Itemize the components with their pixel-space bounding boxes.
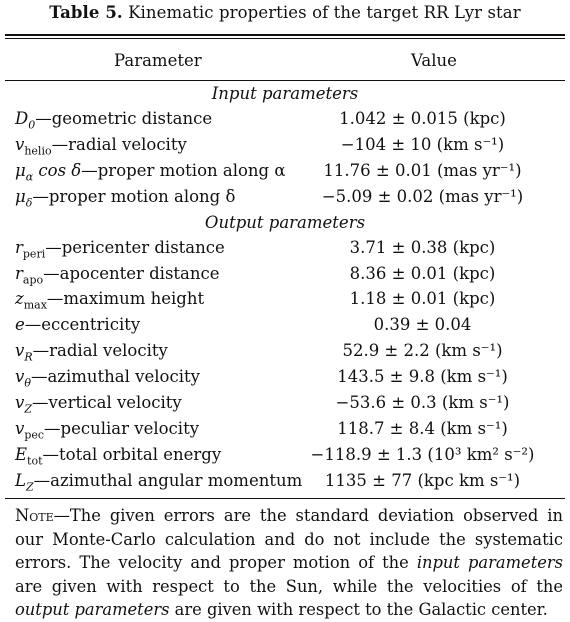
parameter-cell <box>15 393 182 415</box>
parameter-symbol: v <box>15 134 25 154</box>
value-cell: 1135 ± 77 (kpc km s⁻¹) <box>324 470 521 490</box>
table-row <box>0 187 570 213</box>
value-cell: 8.36 ± 0.01 (kpc) <box>349 263 496 283</box>
parameter-subscript: max <box>23 298 47 312</box>
section-title: Input parameters <box>211 84 359 103</box>
parameter-subscript: R <box>24 350 33 364</box>
note-text-3: are given with respect to the Galactic center. <box>169 600 548 619</box>
table-title: Kinematic properties of the target RR Lyr star <box>128 3 521 22</box>
value-cell: −53.6 ± 0.3 (km s⁻¹) <box>335 393 510 412</box>
table-row <box>0 315 570 341</box>
parameter-symbol: v <box>15 367 25 387</box>
parameter-symbol-extra: cos δ <box>33 160 82 180</box>
bottom-rule <box>5 498 565 499</box>
header-rule <box>5 80 565 81</box>
note-lead: Note <box>15 506 54 525</box>
parameter-symbol: z <box>15 289 24 309</box>
parameter-subscript: Z <box>24 402 32 416</box>
parameter-symbol: μ <box>15 160 26 180</box>
parameter-subscript: peri <box>22 246 46 260</box>
parameter-cell <box>15 264 220 286</box>
value-cell: 1.18 ± 0.01 (kpc) <box>349 289 496 309</box>
parameter-cell <box>15 445 221 467</box>
value-cell: 1.042 ± 0.015 (kpc) <box>339 109 506 128</box>
parameter-description: —vertical velocity <box>31 393 182 412</box>
parameter-cell <box>15 109 212 131</box>
parameter-description: —maximum height <box>46 289 205 309</box>
value-cell: 3.71 ± 0.38 (kpc) <box>349 237 496 257</box>
value-cell: −118.9 ± 1.3 (10³ km² s⁻²) <box>310 444 535 464</box>
table-row <box>0 264 570 290</box>
parameter-subscript: 0 <box>28 118 36 132</box>
parameter-cell <box>15 187 235 209</box>
table-row <box>0 471 570 497</box>
note-emphasis-input: input parameters <box>416 553 564 572</box>
parameter-description: —azimuthal angular momentum <box>33 470 303 490</box>
table-caption <box>0 3 570 22</box>
parameter-symbol: v <box>15 341 25 361</box>
header-value: Value <box>411 51 457 70</box>
parameter-symbol: r <box>15 237 23 257</box>
value-cell: 11.76 ± 0.01 (mas yr⁻¹) <box>323 160 522 180</box>
parameter-subscript: tot <box>27 454 43 468</box>
table-row <box>0 161 570 187</box>
value-cell: −104 ± 10 (km s⁻¹) <box>340 134 505 154</box>
parameter-description: —peculiar velocity <box>44 418 200 438</box>
parameter-symbol: e <box>15 315 25 335</box>
parameter-symbol: E <box>15 444 28 464</box>
parameter-symbol: L <box>15 470 26 490</box>
parameter-cell <box>15 161 286 183</box>
table-row <box>0 135 570 161</box>
section-title: Output parameters <box>204 212 366 232</box>
value-cell: 0.39 ± 0.04 <box>373 315 472 335</box>
note-text-1: —The given errors are the standard deviation observed in our Monte-Carlo calculation and do not include the systematic errors. The velocity and proper motion of the <box>15 506 563 572</box>
parameter-symbol: D <box>15 109 29 128</box>
parameter-description: —geometric distance <box>35 109 213 128</box>
parameter-description: —proper motion along α <box>81 160 286 180</box>
parameter-subscript: Z <box>25 479 34 493</box>
table-note <box>15 504 563 622</box>
parameter-cell <box>15 135 187 157</box>
parameter-subscript: θ <box>24 376 31 390</box>
parameter-description: —radial velocity <box>32 341 168 361</box>
table-row <box>0 419 570 445</box>
value-cell: −5.09 ± 0.02 (mas yr⁻¹) <box>321 186 524 206</box>
parameter-description: —total orbital energy <box>42 444 222 464</box>
parameter-cell <box>15 471 302 493</box>
table-label: Table 5. <box>49 3 123 22</box>
note-emphasis-output: output parameters <box>15 600 170 619</box>
parameter-description: —eccentricity <box>24 315 141 335</box>
top-rule <box>5 34 565 36</box>
parameter-description: —azimuthal velocity <box>30 367 200 387</box>
table-row <box>0 445 570 471</box>
table-row <box>0 367 570 393</box>
table-row <box>0 289 570 315</box>
parameter-subscript: δ <box>25 195 33 209</box>
parameter-subscript: helio <box>24 144 52 158</box>
parameter-cell <box>15 367 200 389</box>
parameter-cell <box>15 315 140 334</box>
parameter-symbol: r <box>15 263 23 283</box>
table-row <box>0 393 570 419</box>
table-row <box>0 341 570 367</box>
parameter-description: —pericenter distance <box>45 237 225 257</box>
value-cell: 143.5 ± 9.8 (km s⁻¹) <box>337 367 508 387</box>
parameter-symbol: μ <box>15 186 26 206</box>
value-cell: 52.9 ± 2.2 (km s⁻¹) <box>342 341 503 361</box>
parameter-description: —radial velocity <box>51 134 187 154</box>
top-rule-double <box>5 38 565 39</box>
parameter-subscript: α <box>25 170 34 184</box>
header-parameter: Parameter <box>114 51 202 70</box>
parameter-description: —proper motion along δ <box>32 186 236 206</box>
parameter-symbol: v <box>15 393 25 412</box>
parameter-subscript: pec <box>24 428 45 442</box>
parameter-cell <box>15 289 204 311</box>
parameter-subscript: apo <box>22 272 44 286</box>
value-cell: 118.7 ± 8.4 (km s⁻¹) <box>337 418 508 438</box>
parameter-cell <box>15 238 225 260</box>
parameter-symbol: v <box>15 418 25 438</box>
note-text-2: are given with respect to the Sun, while the velocities of the <box>15 576 563 596</box>
parameter-cell <box>15 419 199 441</box>
table-row <box>0 109 570 135</box>
parameter-description: —apocenter distance <box>43 263 220 283</box>
table-row <box>0 238 570 264</box>
parameter-cell <box>15 341 168 363</box>
